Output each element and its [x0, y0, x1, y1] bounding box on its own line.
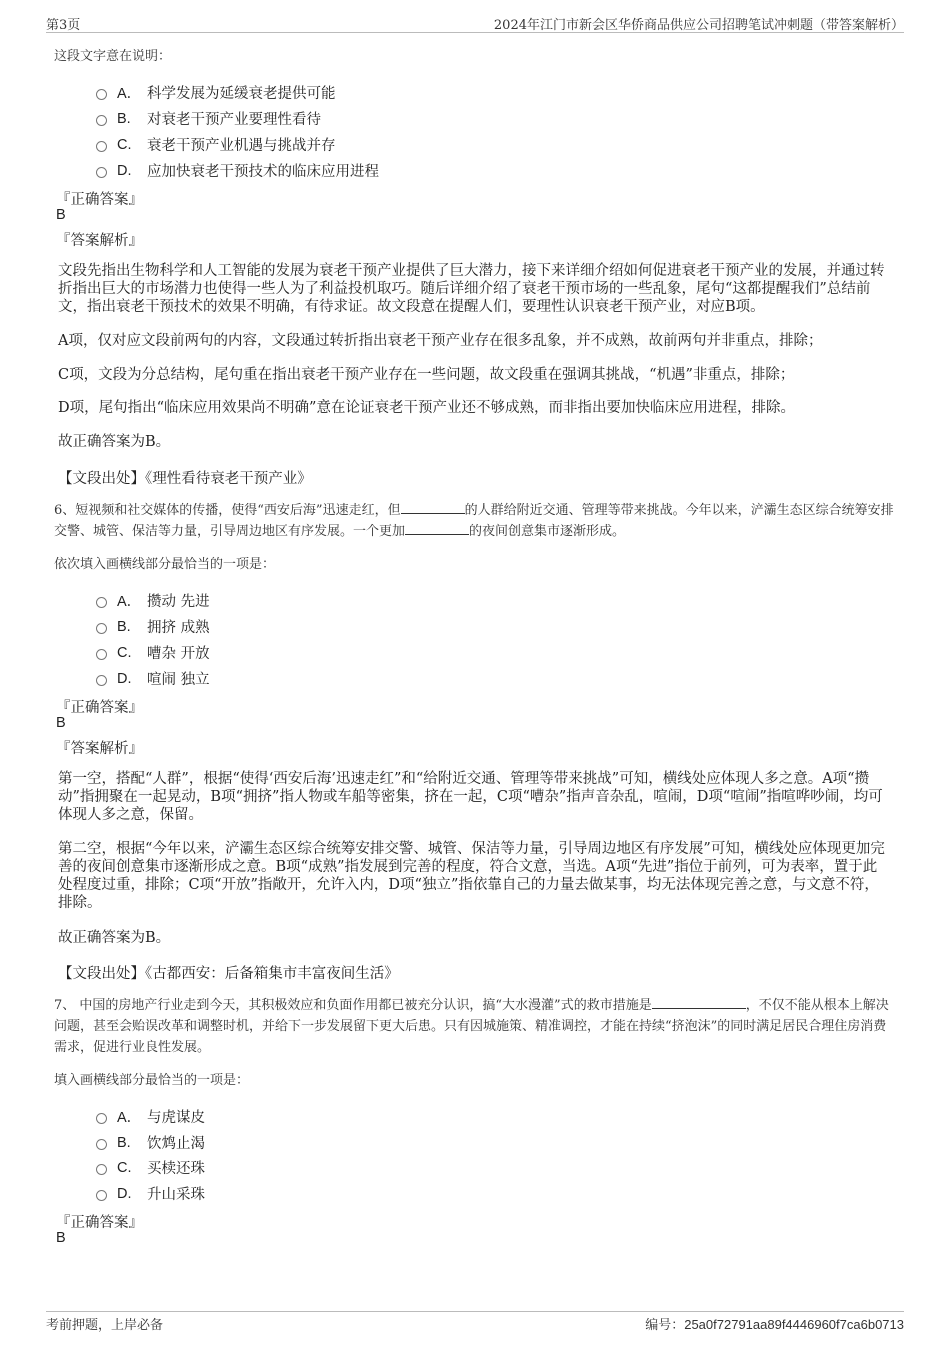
q7-answer: B [56, 1230, 66, 1246]
q5-analysis-para-1: 文段先指出生物科学和人工智能的发展为衰老干预产业提供了巨大潜力，接下来详细介绍如何促进衰老干预产业的发展，并通过转折指出巨大的市场潜力也使得一些人为了利益投机取巧。随后详细介绍了衰老干预市场的一些乱象，尾句“这都提醒我们”总结前文，指出衰老干预技术的效果不明确，有待求证。故文段意在提醒人们，要理性认识衰老干预产业，对应B项。 [58, 263, 885, 315]
q7-option-b[interactable]: B. 饮鸩止渴 [96, 1132, 205, 1153]
q6-prompt: 依次填入画横线部分最恰当的一项是： [54, 557, 276, 572]
q7-answer-label: 『正确答案』 [56, 1215, 143, 1231]
q6-option-b[interactable]: B. 拥挤 成熟 [96, 616, 210, 637]
radio-icon[interactable] [96, 675, 107, 686]
q6-answer-label: 『正确答案』 [56, 700, 143, 716]
radio-icon[interactable] [96, 141, 107, 152]
footer-divider [46, 1311, 904, 1312]
q6-option-a[interactable]: A． 攒动 先进 [96, 590, 210, 611]
q7-option-a[interactable]: A． 与虎谋皮 [96, 1106, 205, 1127]
radio-icon[interactable] [96, 1190, 107, 1201]
q6-option-c[interactable]: C. 嘈杂 开放 [96, 642, 210, 663]
document-id: 编号：25a0f72791aa89f4446960f7ca6b0713 [645, 1317, 904, 1333]
radio-icon[interactable] [96, 115, 107, 126]
q6-source: 【文段出处】《古都西安：后备箱集市丰富夜间生活》 [58, 966, 399, 982]
q5-option-c[interactable]: C. 衰老干预产业机遇与挑战并存 [96, 134, 336, 155]
q5-option-b[interactable]: B. 对衰老干预产业要理性看待 [96, 108, 321, 129]
q6-question: 6、短视频和社交媒体的传播，使得“西安后海”迅速走红，但 的人群给附近交通、管理等带来挑战。今年以来，浐灞生态区综合统筹安排交警、城管、保洁等力量，引导周边地区有序发展。一个更加 的夜间创意集市逐渐形成。 [54, 503, 894, 539]
q6-blank-2 [405, 522, 469, 535]
radio-icon[interactable] [96, 597, 107, 608]
q6-analysis-label: 『答案解析』 [56, 741, 143, 757]
q7-blank [652, 996, 746, 1009]
q6-option-d[interactable]: D. 喧闹 独立 [96, 668, 210, 689]
q5-analysis-conclusion: 故正确答案为B。 [58, 434, 171, 450]
radio-icon[interactable] [96, 1139, 107, 1150]
q5-prompt: 这段文字意在说明： [54, 49, 172, 64]
document-title: 2024年江门市新会区华侨商品供应公司招聘笔试冲刺题（带答案解析） [493, 18, 904, 33]
q5-source: 【文段出处】《理性看待衰老干预产业》 [58, 471, 312, 487]
q7-option-d[interactable]: D. 升山采珠 [96, 1183, 205, 1204]
q5-analysis-para-2: A项，仅对应文段前两句的内容，文段通过转折指出衰老干预产业存在很多乱象，并不成熟，故前两句并非重点，排除； [58, 333, 823, 349]
page-number: 第3页 [46, 18, 81, 33]
q6-analysis-para-1: 第一空，搭配“人群”，根据“使得‘西安后海’迅速走红”和“给附近交通、管理等带来挑战”可知，横线处应体现人多之意。A项“攒动”指拥聚在一起晃动，B项“拥挤”指人物或车船等密集，挤在一起，C项“嘈杂”指声音杂乱，喧闹，D项“喧闹”指喧哗吵闹，均可体现人多之意，保留。 [58, 771, 883, 823]
radio-icon[interactable] [96, 1164, 107, 1175]
footer-slogan: 考前押题，上岸必备 [46, 1318, 164, 1333]
q7-option-c[interactable]: C. 买椟还珠 [96, 1157, 205, 1178]
q5-analysis-label: 『答案解析』 [56, 233, 143, 249]
q5-option-a[interactable]: A． 科学发展为延缓衰老提供可能 [96, 82, 336, 103]
radio-icon[interactable] [96, 649, 107, 660]
q5-answer-label: 『正确答案』 [56, 192, 143, 208]
radio-icon[interactable] [96, 89, 107, 100]
q5-analysis-para-4: D项，尾句指出“临床应用效果尚不明确”意在论证衰老干预产业还不够成熟，而非指出要加快临床应用进程，排除。 [58, 400, 795, 416]
q5-option-d[interactable]: D. 应加快衰老干预技术的临床应用进程 [96, 160, 379, 181]
header-divider [46, 32, 904, 33]
radio-icon[interactable] [96, 167, 107, 178]
q6-analysis-conclusion: 故正确答案为B。 [58, 930, 171, 946]
radio-icon[interactable] [96, 1113, 107, 1124]
q5-answer: B [56, 207, 66, 223]
q5-analysis-para-3: C项，文段为分总结构，尾句重在指出衰老干预产业存在一些问题，故文段重在强调其挑战，“机遇”非重点，排除； [58, 367, 795, 383]
q6-analysis-para-2: 第二空，根据“今年以来，浐灞生态区综合统筹安排交警、城管、保洁等力量，引导周边地区有序发展”可知，横线处应体现更加完善的夜间创意集市逐渐形成之意。B项“成熟”指发展到完善的程度，符合文意，当选。A项“先进”指位于前列，可为表率，置于此处程度过重，排除；C项“开放”指敞开，允许入内，D项“独立”指依靠自己的力量去做某事，均无法体现完善之意，与文意不符，排除。 [58, 841, 885, 911]
q6-answer: B [56, 715, 66, 731]
radio-icon[interactable] [96, 623, 107, 634]
q7-question: 7、 中国的房地产行业走到今天，其积极效应和负面作用都已被充分认识，搞“大水漫灌”式的救市措施是 ，不仅不能从根本上解决问题，甚至会贻误改革和调整时机，并给下一步发展留下更大后患。只有因城施策、精准调控，才能在持续“挤泡沫”的同时满足居民合理住房消费需求，促进行业良性发展。 [54, 998, 889, 1055]
q6-blank-1 [401, 501, 465, 514]
q7-prompt: 填入画横线部分最恰当的一项是： [54, 1073, 250, 1088]
